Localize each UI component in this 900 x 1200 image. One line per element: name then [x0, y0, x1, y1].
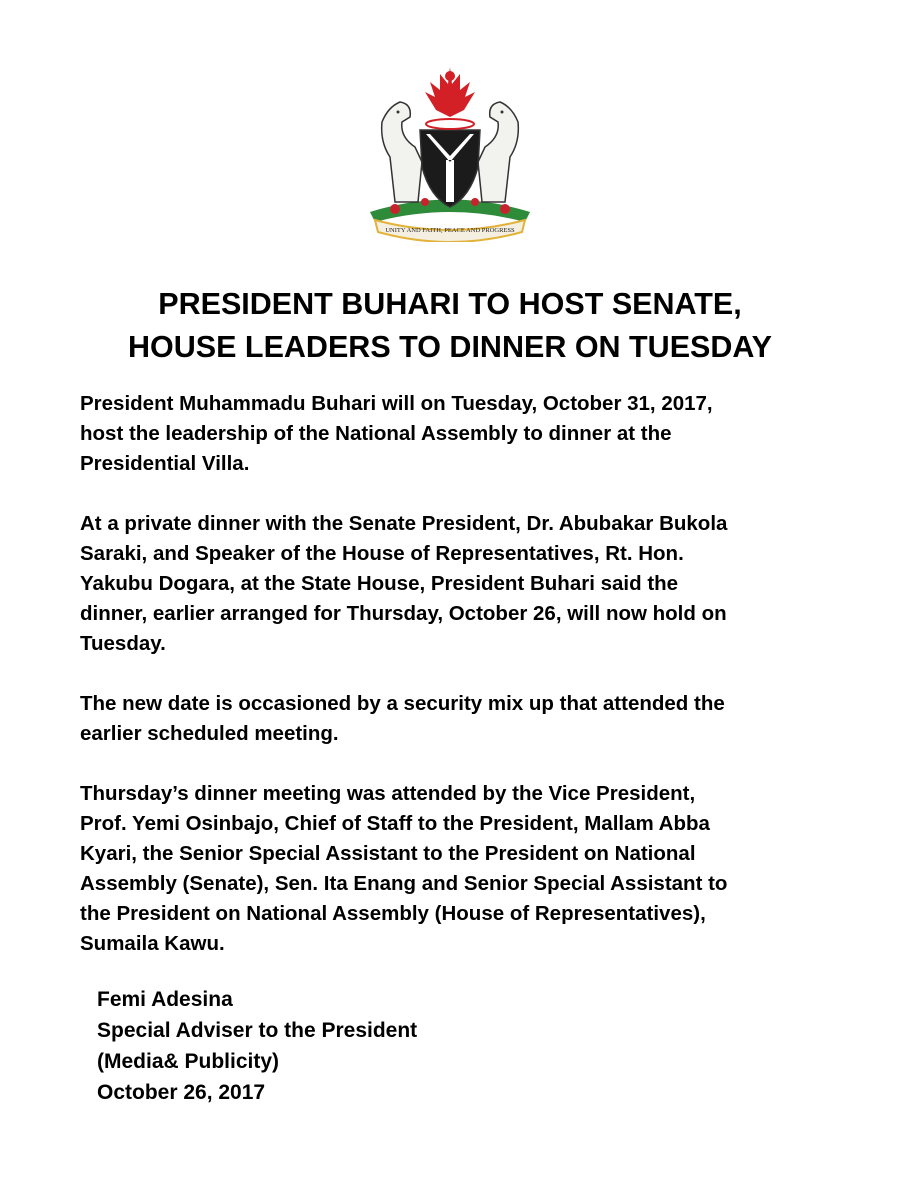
motto-text: UNITY AND FAITH, PEACE AND PROGRESS — [385, 227, 515, 234]
paragraph-1 — [80, 389, 860, 479]
text-line: Prof. Yemi Osinbajo, Chief of Staff to the President, Mallam Abba — [80, 812, 710, 835]
text-line: President Muhammadu Buhari will on Tuesday, October 31, 2017, — [80, 392, 713, 415]
flower-mid-right — [471, 198, 479, 206]
paragraph-4 — [80, 779, 860, 959]
press-release-body — [80, 389, 860, 989]
text-line: At a private dinner with the Senate President, Dr. Abubakar Bukola — [80, 512, 728, 535]
text-line: host the leadership of the National Assembly to dinner at the — [80, 422, 672, 445]
text-line: earlier scheduled meeting. — [80, 722, 339, 745]
right-horse — [478, 102, 518, 202]
text-line: Thursday’s dinner meeting was attended by the Vice President, — [80, 782, 696, 805]
signature-block — [97, 984, 417, 1108]
text-line: Kyari, the Senior Special Assistant to the President on National — [80, 842, 696, 865]
release-date: October 26, 2017 — [97, 1081, 266, 1104]
left-horse — [382, 102, 422, 202]
left-horse-eye — [397, 111, 400, 114]
signatory-unit: (Media& Publicity) — [97, 1050, 280, 1073]
nigeria-coat-of-arms — [340, 62, 560, 242]
text-line: Sumaila Kawu. — [80, 932, 225, 955]
headline-line-1: PRESIDENT BUHARI TO HOST SENATE, — [158, 287, 742, 321]
text-line: Presidential Villa. — [80, 452, 250, 475]
text-line: Yakubu Dogara, at the State House, President Buhari said the — [80, 572, 679, 595]
eagle-head — [445, 71, 455, 81]
signatory-role: Special Adviser to the President — [97, 1019, 418, 1042]
right-horse-eye — [501, 111, 504, 114]
headline-line-2: HOUSE LEADERS TO DINNER ON TUESDAY — [128, 330, 772, 364]
text-line: The new date is occasioned by a security mix up that attended the — [80, 692, 725, 715]
text-line: Assembly (Senate), Sen. Ita Enang and Senior Special Assistant to — [80, 872, 728, 895]
flower-left — [390, 204, 400, 214]
flower-right — [500, 204, 510, 214]
text-line: Saraki, and Speaker of the House of Representatives, Rt. Hon. — [80, 542, 684, 565]
wreath — [426, 119, 474, 129]
text-line: Tuesday. — [80, 632, 166, 655]
flower-mid-left — [421, 198, 429, 206]
paragraph-2 — [80, 509, 860, 659]
signatory-name: Femi Adesina — [97, 988, 233, 1011]
text-line: the President on National Assembly (House of Representatives), — [80, 902, 706, 925]
paragraph-3 — [80, 689, 860, 749]
text-line: dinner, earlier arranged for Thursday, October 26, will now hold on — [80, 602, 727, 625]
headline — [0, 283, 900, 369]
